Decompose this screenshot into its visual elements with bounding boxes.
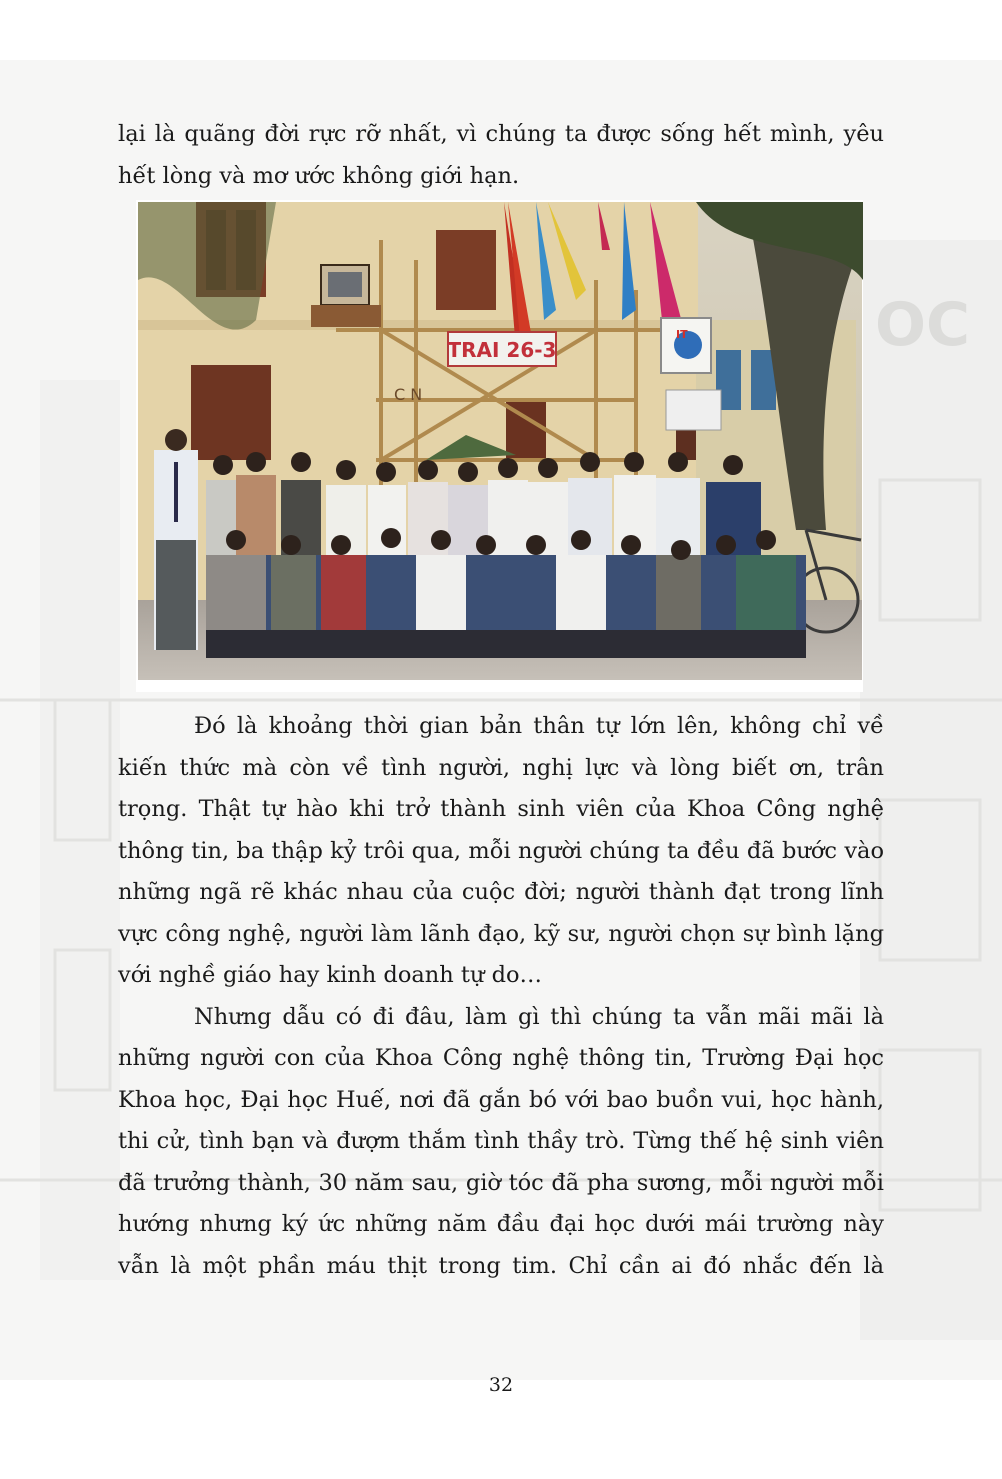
paragraph-1: Đó là khoảng thời gian bản thân tự lớn lên, không chỉ về kiến thức mà còn về tình người, nghị lực và lòng biết ơn, trân trọng. Thật tự hào khi trở thành sinh viên của Khoa Công nghệ thông tin, ba thập kỷ trôi qua, mỗi người chúng ta đều đã bước vào những ngã rẽ khác nhau của cuộc đời; người thành đạt trong lĩnh vực công nghệ, người làm lãnh đạo, kỹ sư, người chọn sự bình lặng với nghề giáo hay kinh doanh tự do… bbox=[118, 713, 884, 988]
body-text bbox=[118, 706, 884, 1287]
paragraph-2: Nhưng dẫu có đi đâu, làm gì thì chúng ta vẫn mãi mãi là những người con của Khoa Công nghệ thông tin, Trường Đại học Khoa học, Đại học Huế, nơi đã gắn bó với bao buồn vui, học hành, thi cử, tình bạn và đượm thắm tình thầy trò. Từng thế hệ sinh viên đã trưởng thành, 30 năm sau, giờ tóc đã pha sương, mỗi người mỗi hướng nhưng ký ức những năm đầu đại học dưới mái trường này vẫn là một phần máu thịt trong tim. Chỉ cần ai đó nhắc đến là bbox=[118, 1003, 884, 1279]
intro-text: lại là quãng đời rực rỡ nhất, vì chúng ta được sống hết mình, yêu hết lòng và mơ ước không giới hạn. bbox=[118, 121, 884, 189]
intro-paragraph bbox=[118, 114, 884, 197]
page-number: 32 bbox=[488, 1374, 514, 1396]
group-photo bbox=[136, 200, 863, 692]
logo-board-text: IT bbox=[676, 328, 688, 341]
wall-letters-text: C N bbox=[394, 385, 423, 404]
banner-sign-text: TRAI 26-3 bbox=[447, 338, 557, 362]
svg-text:OC: OC bbox=[875, 290, 971, 360]
